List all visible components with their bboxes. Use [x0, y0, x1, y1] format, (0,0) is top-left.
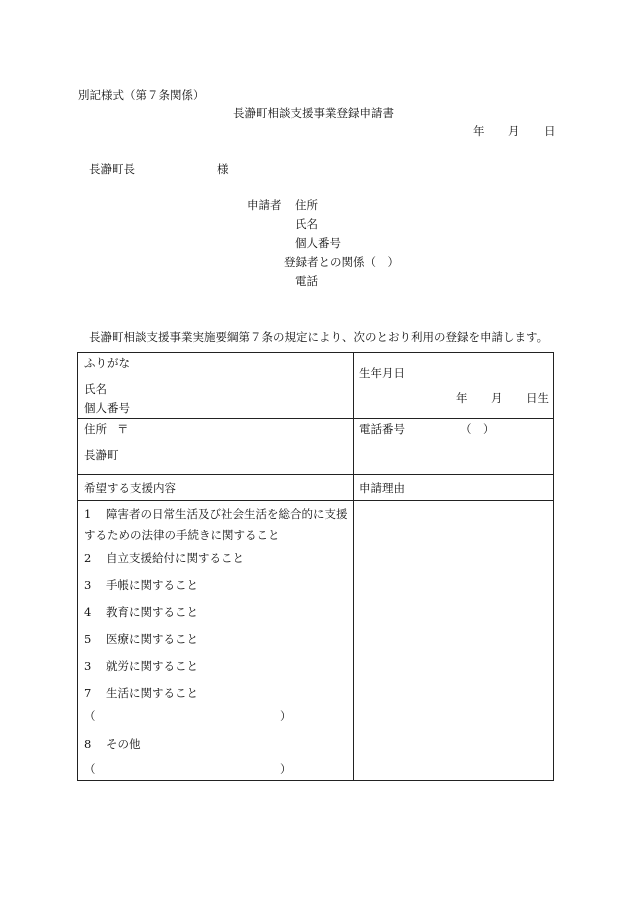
row-divider: [78, 418, 553, 419]
applicant-name-label: 氏名: [295, 217, 318, 231]
support-item-text: 就労に関すること: [106, 659, 198, 673]
support-content-header: 希望する支援内容: [84, 481, 176, 495]
other-detail-paren-row-1: [78, 710, 348, 737]
support-item-text: 自立支援給付に関すること: [106, 551, 244, 565]
personal-number-label: 個人番号: [84, 401, 130, 415]
support-item-number: 3: [84, 659, 92, 673]
paren-open: （: [84, 709, 96, 723]
support-item-text: その他: [106, 737, 141, 751]
support-item-number: 2: [84, 551, 92, 565]
furigana-label: ふりがな: [84, 356, 130, 370]
support-item-number: 5: [84, 632, 92, 646]
support-item: [84, 552, 354, 579]
application-form-table: [77, 352, 554, 781]
date-month-label: 月: [508, 124, 520, 138]
intro-text: 長瀞町相談支援事業実施要綱第７条の規定により、次のとおり利用の登録を申請します。: [89, 330, 549, 344]
applicant-phone-label: 電話: [295, 274, 318, 288]
support-item-number: 7: [84, 686, 92, 700]
birth-year-label: 年: [456, 391, 468, 405]
support-item: [84, 633, 354, 660]
addressee-honorific: 様: [217, 162, 229, 176]
applicant-personal-number-label: 個人番号: [295, 236, 341, 250]
support-item: [84, 504, 354, 552]
postal-mark: 〒: [117, 422, 129, 436]
phone-number-label: 電話番号: [359, 422, 405, 436]
applicant-address-label: 住所: [295, 198, 318, 212]
support-item-other: [84, 738, 141, 752]
support-item-number: 4: [84, 605, 92, 619]
support-item: [84, 606, 354, 633]
support-item-number: 8: [84, 737, 92, 751]
name-label: 氏名: [84, 382, 107, 396]
town-label: 長瀞町: [84, 448, 119, 462]
date-year-label: 年: [473, 124, 485, 138]
birth-day-label: 日生: [526, 391, 549, 405]
applicant-label: 申請者: [247, 198, 282, 212]
addressee-name: 長瀞町長: [89, 162, 135, 176]
row-divider: [78, 474, 553, 475]
address-label: 住所: [84, 422, 107, 436]
paren-close: ）: [280, 709, 292, 723]
date-day-label: 日: [544, 124, 556, 138]
row-divider: [78, 500, 553, 501]
support-item-text: 教育に関すること: [106, 605, 198, 619]
paren-close: ）: [280, 762, 292, 776]
support-item-text: 手帳に関すること: [106, 578, 198, 592]
application-reason-header: 申請理由: [359, 481, 405, 495]
paren-open: （: [84, 762, 96, 776]
support-item-number: 3: [84, 578, 92, 592]
support-item: [84, 660, 354, 687]
birth-date-label: 生年月日: [359, 366, 405, 380]
other-detail-paren-row-2: [78, 763, 348, 790]
support-item-text: 障害者の日常生活及び社会生活を総合的に支援するための法律の手続きに関すること: [84, 507, 348, 543]
birth-month-label: 月: [491, 391, 503, 405]
support-item-number: 1: [84, 507, 92, 521]
form-label: 別記様式（第７条関係）: [78, 88, 205, 102]
support-item-list: [84, 504, 354, 714]
support-item: [84, 579, 354, 606]
support-item-text: 生活に関すること: [106, 686, 198, 700]
support-item-text: 医療に関すること: [106, 632, 198, 646]
phone-paren: （ ）: [460, 422, 495, 436]
document-title: 長瀞町相談支援事業登録申請書: [233, 106, 394, 120]
applicant-relationship-label: 登録者との関係（ ）: [284, 255, 399, 269]
